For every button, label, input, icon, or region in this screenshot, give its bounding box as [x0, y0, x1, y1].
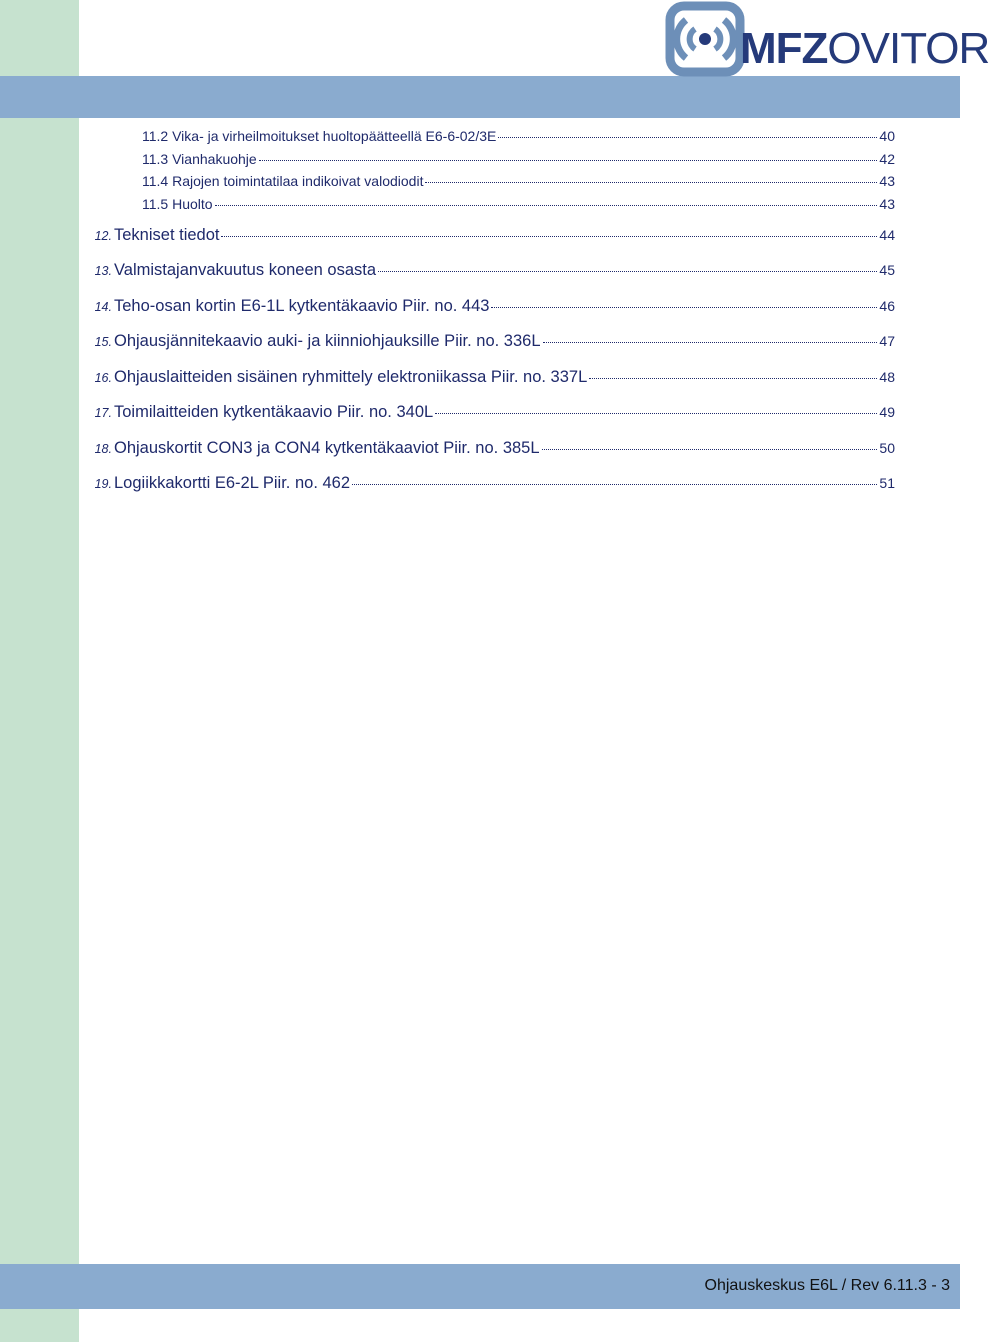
- toc-entry[interactable]: [90, 474, 895, 510]
- toc-entry-title: Toimilaitteiden kytkentäkaavio Piir. no. 340L: [114, 403, 434, 421]
- toc-entry-title: Ohjauskortit CON3 ja CON4 kytkentäkaaviot Piir. no. 385L: [114, 438, 540, 457]
- dot-leader: [378, 261, 877, 272]
- header-band: [0, 76, 960, 118]
- dot-leader: [491, 297, 877, 308]
- logo-wordmark: MFZOVITOR: [740, 24, 989, 73]
- dot-leader: [425, 174, 877, 183]
- toc-entry-number: 14.: [94, 299, 112, 314]
- toc-entry-page: 48: [879, 368, 895, 385]
- toc-entry-number: 18.: [94, 441, 112, 456]
- toc-entry-title: 11.4 Rajojen toimintatilaa indikoivat valodiodit: [142, 173, 424, 189]
- toc-entry-title: Teho-osan kortin E6-1L kytkentäkaavio Piir. no. 443: [114, 296, 490, 315]
- toc-entry[interactable]: [90, 261, 895, 297]
- toc-entry-page: 47: [879, 333, 895, 349]
- dot-leader: [498, 129, 877, 138]
- toc-entry-number: 13.: [94, 264, 112, 278]
- left-margin-bar: [0, 0, 79, 1342]
- toc-entry-page: 45: [879, 262, 895, 278]
- toc-entry[interactable]: [90, 128, 895, 151]
- toc-entry-page: 46: [879, 297, 895, 314]
- table-of-contents: [90, 128, 895, 510]
- toc-entry[interactable]: [90, 439, 895, 475]
- dot-leader: [352, 474, 877, 485]
- toc-entry-page: 50: [879, 439, 895, 456]
- toc-entry-page: 40: [879, 128, 895, 144]
- toc-entry[interactable]: [90, 173, 895, 196]
- logo-emblem-icon: [666, 2, 744, 76]
- toc-entry[interactable]: [90, 151, 895, 174]
- toc-entry-title: 11.2 Vika- ja virheilmoitukset huoltopäätteellä E6-6-02/3E: [142, 128, 497, 144]
- toc-entry-page: 43: [879, 195, 895, 212]
- toc-entry-number: 19.: [94, 477, 112, 491]
- dot-leader: [435, 403, 877, 414]
- toc-entry-title: Logiikkakortti E6-2L Piir. no. 462: [114, 474, 351, 492]
- toc-entry-title: Valmistajanvakuutus koneen osasta: [114, 261, 377, 279]
- toc-entry[interactable]: [90, 196, 895, 226]
- toc-entry-page: 42: [879, 150, 895, 167]
- toc-entry-number: 16.: [94, 370, 112, 385]
- toc-entry-number: 15.: [94, 335, 112, 349]
- toc-entry-number: 17.: [94, 406, 112, 420]
- toc-entry-page: 49: [879, 404, 895, 420]
- toc-entry-number: 12.: [94, 228, 112, 243]
- toc-entry-page: 51: [879, 475, 895, 491]
- dot-leader: [543, 332, 878, 343]
- toc-entry[interactable]: [90, 226, 895, 262]
- toc-entry-title: Ohjauslaitteiden sisäinen ryhmittely elektroniikassa Piir. no. 337L: [114, 367, 588, 386]
- toc-entry[interactable]: [90, 403, 895, 439]
- toc-entry-title: 11.5 Huolto: [142, 195, 213, 212]
- dot-leader: [215, 196, 878, 205]
- dot-leader: [259, 151, 878, 160]
- toc-entry-title: Ohjausjännitekaavio auki- ja kiinniohjauksille Piir. no. 336L: [114, 332, 541, 350]
- toc-entry-page: 44: [879, 226, 895, 243]
- toc-entry-title: 11.3 Vianhakuohje: [142, 150, 257, 167]
- toc-entry[interactable]: [90, 368, 895, 404]
- dot-leader: [221, 226, 877, 237]
- toc-entry-page: 43: [879, 173, 895, 189]
- toc-entry[interactable]: [90, 332, 895, 368]
- toc-entry[interactable]: [90, 297, 895, 333]
- page-footer: Ohjauskeskus E6L / Rev 6.11.3 - 3: [704, 1277, 950, 1294]
- dot-leader: [542, 439, 878, 450]
- dot-leader: [589, 368, 877, 379]
- toc-entry-title: Tekniset tiedot: [114, 225, 220, 244]
- company-logo: [666, 2, 989, 78]
